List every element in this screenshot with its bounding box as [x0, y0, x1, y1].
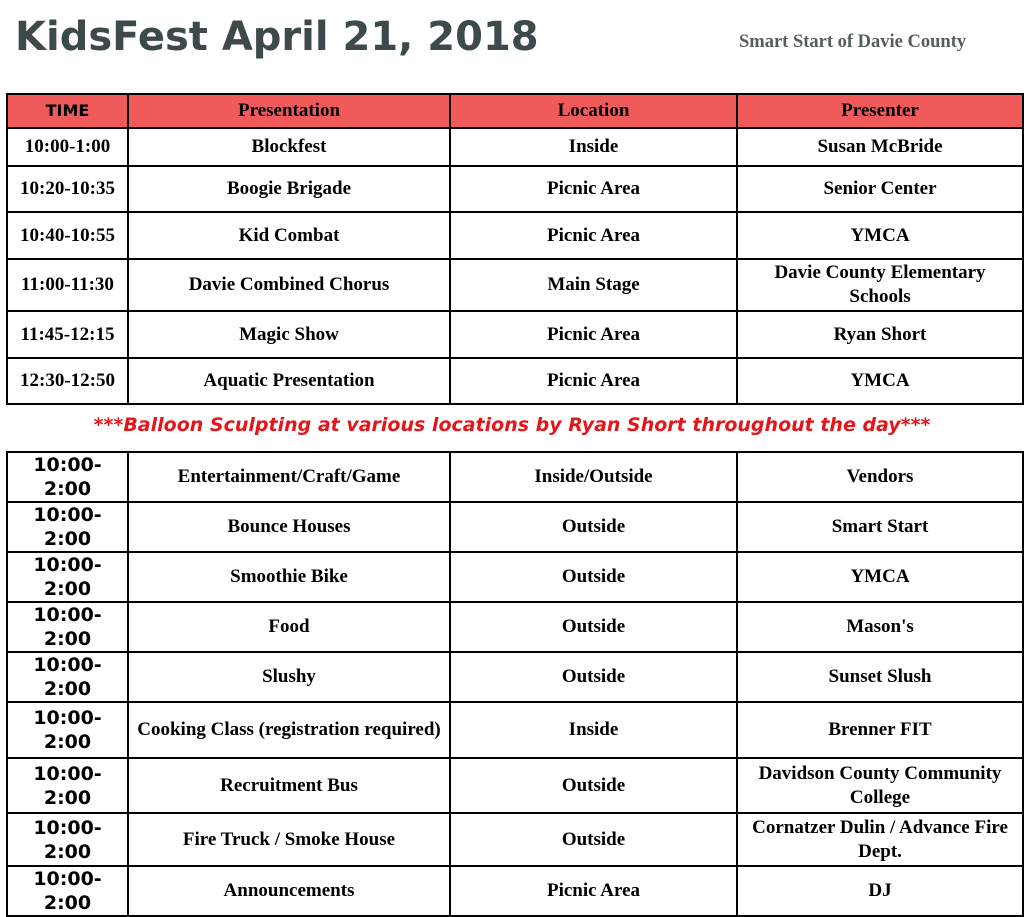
presentation-cell: Food: [128, 602, 450, 652]
presenter-cell: Cornatzer Dulin / Advance Fire Dept.: [737, 813, 1023, 866]
presenter-cell: Ryan Short: [737, 311, 1023, 358]
table-row: [7, 311, 1023, 358]
presenter-cell: YMCA: [737, 552, 1023, 602]
time-cell: 10:00-2:00: [7, 813, 128, 866]
location-cell: Outside: [450, 652, 737, 702]
time-cell: 12:30-12:50: [7, 358, 128, 404]
table-row: [7, 502, 1023, 552]
presentation-cell: Blockfest: [128, 128, 450, 166]
all-day-table: [6, 451, 1024, 917]
time-cell: 10:00-1:00: [7, 128, 128, 166]
location-cell: Picnic Area: [450, 866, 737, 916]
table-row: [7, 358, 1023, 404]
presenter-cell: Mason's: [737, 602, 1023, 652]
table-row: [7, 813, 1023, 866]
presentation-cell: Magic Show: [128, 311, 450, 358]
presentation-cell: Entertainment/Craft/Game: [128, 452, 450, 502]
table-row: [7, 128, 1023, 166]
location-cell: Picnic Area: [450, 166, 737, 212]
presentation-cell: Fire Truck / Smoke House: [128, 813, 450, 866]
location-cell: Inside/Outside: [450, 452, 737, 502]
time-cell: 10:00-2:00: [7, 758, 128, 813]
presentation-column-header: Presentation: [128, 94, 450, 128]
time-cell: 11:45-12:15: [7, 311, 128, 358]
table-row: [7, 602, 1023, 652]
presentation-cell: Davie Combined Chorus: [128, 259, 450, 311]
table-row: [7, 758, 1023, 813]
time-cell: 10:00-2:00: [7, 552, 128, 602]
presenter-cell: Davidson County Community College: [737, 758, 1023, 813]
location-column-header: Location: [450, 94, 737, 128]
organization-name: Smart Start of Davie County: [739, 32, 967, 52]
time-cell: 10:00-2:00: [7, 502, 128, 552]
presenter-cell: Smart Start: [737, 502, 1023, 552]
location-cell: Picnic Area: [450, 311, 737, 358]
presenter-cell: Senior Center: [737, 166, 1023, 212]
location-cell: Outside: [450, 552, 737, 602]
presenter-cell: Vendors: [737, 452, 1023, 502]
location-cell: Inside: [450, 702, 737, 758]
location-cell: Picnic Area: [450, 358, 737, 404]
presenter-cell: DJ: [737, 866, 1023, 916]
time-cell: 11:00-11:30: [7, 259, 128, 311]
schedule-header-row: [7, 94, 1023, 128]
presentation-cell: Recruitment Bus: [128, 758, 450, 813]
presenter-cell: Brenner FIT: [737, 702, 1023, 758]
presenter-cell: Susan McBride: [737, 128, 1023, 166]
presentation-cell: Kid Combat: [128, 212, 450, 259]
presentation-cell: Boogie Brigade: [128, 166, 450, 212]
time-cell: 10:40-10:55: [7, 212, 128, 259]
presentation-cell: Bounce Houses: [128, 502, 450, 552]
table-row: [7, 552, 1023, 602]
table-row: [7, 866, 1023, 916]
location-cell: Outside: [450, 813, 737, 866]
presentation-cell: Announcements: [128, 866, 450, 916]
time-cell: 10:20-10:35: [7, 166, 128, 212]
time-cell: 10:00-2:00: [7, 452, 128, 502]
presentation-cell: Slushy: [128, 652, 450, 702]
time-cell: 10:00-2:00: [7, 602, 128, 652]
time-cell: 10:00-2:00: [7, 866, 128, 916]
location-cell: Main Stage: [450, 259, 737, 311]
table-row: [7, 166, 1023, 212]
page-title: KidsFest April 21, 2018: [15, 14, 539, 60]
presenter-cell: YMCA: [737, 358, 1023, 404]
time-column-header: TIME: [7, 94, 128, 128]
table-row: [7, 702, 1023, 758]
table-row: [7, 452, 1023, 502]
location-cell: Inside: [450, 128, 737, 166]
schedule-table: [6, 93, 1024, 405]
presenter-cell: Sunset Slush: [737, 652, 1023, 702]
presenter-cell: YMCA: [737, 212, 1023, 259]
table-row: [7, 212, 1023, 259]
location-cell: Outside: [450, 502, 737, 552]
location-cell: Outside: [450, 758, 737, 813]
presentation-cell: Cooking Class (registration required): [128, 702, 450, 758]
time-cell: 10:00-2:00: [7, 702, 128, 758]
presenter-column-header: Presenter: [737, 94, 1023, 128]
presentation-cell: Aquatic Presentation: [128, 358, 450, 404]
table-row: [7, 652, 1023, 702]
time-cell: 10:00-2:00: [7, 652, 128, 702]
presenter-cell: Davie County Elementary Schools: [737, 259, 1023, 311]
location-cell: Outside: [450, 602, 737, 652]
table-row: [7, 259, 1023, 311]
balloon-sculpting-note: ***Balloon Sculpting at various locations by Ryan Short throughout the day***: [93, 414, 931, 436]
presentation-cell: Smoothie Bike: [128, 552, 450, 602]
location-cell: Picnic Area: [450, 212, 737, 259]
